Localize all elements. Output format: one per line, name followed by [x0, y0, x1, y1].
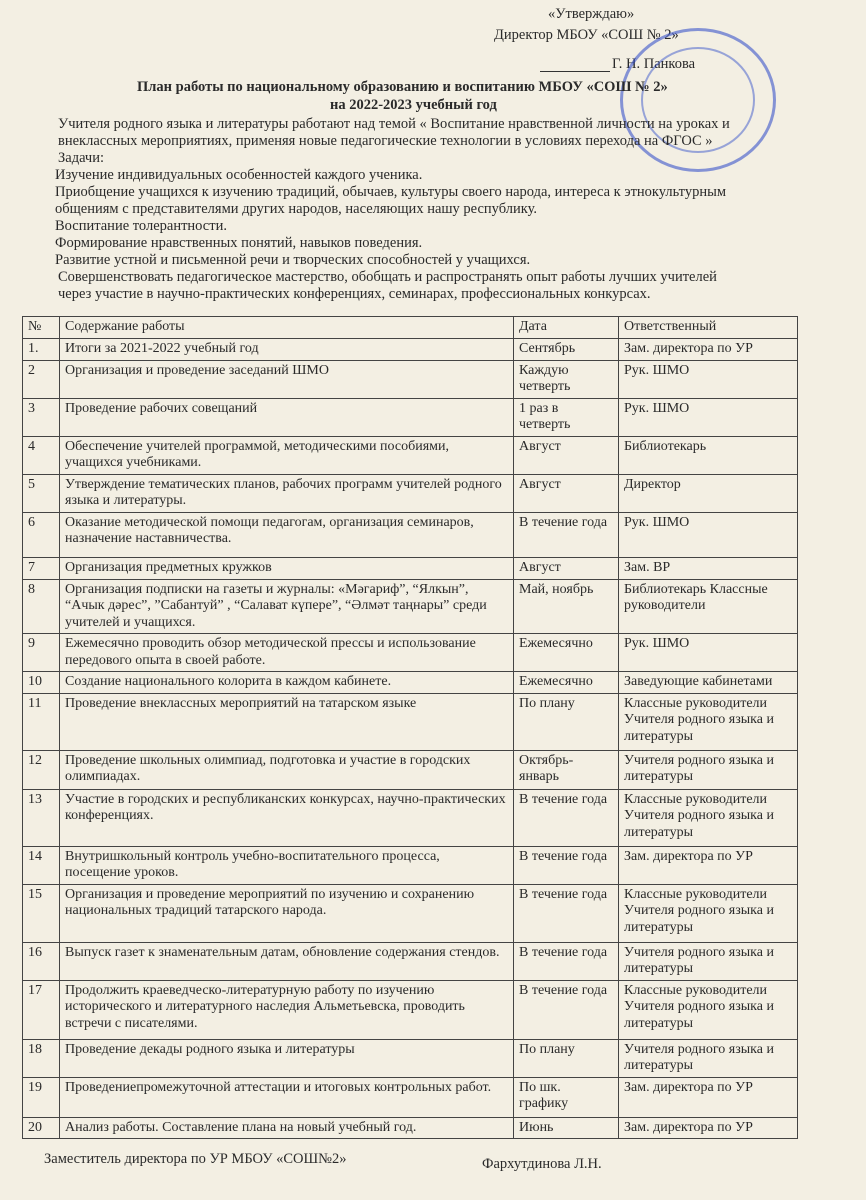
row-responsible: Учителя родного языка и литературы [619, 1039, 798, 1077]
table-row [23, 557, 798, 579]
row-date: В течение года [514, 789, 619, 846]
table-row [23, 789, 798, 846]
row-date: Июнь [514, 1117, 619, 1139]
row-number: 20 [23, 1117, 60, 1139]
row-responsible: Классные руководители Учителя родного языка и литературы [619, 980, 798, 1039]
table-row [23, 474, 798, 512]
row-content: Оказание методической помощи педагогам, организация семинаров, назначение наставничества. [60, 512, 514, 557]
table-row [23, 1077, 798, 1117]
row-number: 18 [23, 1039, 60, 1077]
header-number: № [23, 317, 60, 339]
header-responsible: Ответственный [619, 317, 798, 339]
row-date: Август [514, 436, 619, 474]
title-line-1: План работы по национальному образованию и воспитанию МБОУ «СОШ № 2» [137, 79, 668, 95]
intro-line: Формирование нравственных понятий, навыков поведения. [55, 235, 423, 251]
row-date: В течение года [514, 512, 619, 557]
row-responsible: Зам. директора по УР [619, 1117, 798, 1139]
row-number: 6 [23, 512, 60, 557]
row-responsible: Зам. директора по УР [619, 1077, 798, 1117]
row-responsible: Рук. ШМО [619, 512, 798, 557]
row-number: 8 [23, 579, 60, 634]
table-row [23, 693, 798, 750]
approval-line-3: Г. Н. Панкова [612, 56, 696, 72]
row-content: Организация предметных кружков [60, 557, 514, 579]
table-row [23, 512, 798, 557]
intro-line: Приобщение учащихся к изучению традиций, обычаев, культуры своего народа, интереса к этнокультурным [55, 184, 726, 200]
table-row [23, 338, 798, 360]
table-row [23, 942, 798, 980]
row-responsible: Зам. ВР [619, 557, 798, 579]
row-content: Внутришкольный контроль учебно-воспитательного процесса, посещение уроков. [60, 846, 514, 884]
approval-line-1: «Утверждаю» [548, 6, 635, 22]
row-date: В течение года [514, 884, 619, 942]
row-number: 9 [23, 634, 60, 672]
row-responsible: Классные руководители Учителя родного языка и литературы [619, 884, 798, 942]
row-content: Итоги за 2021-2022 учебный год [60, 338, 514, 360]
row-content: Создание национального колорита в каждом кабинете. [60, 672, 514, 694]
row-responsible: Зам. директора по УР [619, 338, 798, 360]
row-number: 14 [23, 846, 60, 884]
row-date: В течение года [514, 846, 619, 884]
intro-line: Задачи: [58, 150, 105, 166]
row-responsible: Рук. ШМО [619, 398, 798, 436]
row-date: 1 раз в четверть [514, 398, 619, 436]
row-date: Май, ноябрь [514, 579, 619, 634]
table-row [23, 398, 798, 436]
row-content: Проведение школьных олимпиад, подготовка и участие в городских олимпиадах. [60, 750, 514, 789]
row-content: Проведение рабочих совещаний [60, 398, 514, 436]
row-number: 7 [23, 557, 60, 579]
row-content: Выпуск газет к знаменательным датам, обновление содержания стендов. [60, 942, 514, 980]
table-row [23, 634, 798, 672]
row-content: Организация и проведение заседаний ШМО [60, 360, 514, 398]
row-number: 13 [23, 789, 60, 846]
header-content: Содержание работы [60, 317, 514, 339]
work-plan-table [22, 316, 798, 1139]
row-date: Каждую четверть [514, 360, 619, 398]
row-date: Август [514, 557, 619, 579]
table-row [23, 1039, 798, 1077]
row-number: 2 [23, 360, 60, 398]
row-number: 16 [23, 942, 60, 980]
row-date: Сентябрь [514, 338, 619, 360]
row-date: Ежемесячно [514, 634, 619, 672]
intro-line: Изучение индивидуальных особенностей каждого ученика. [55, 167, 423, 183]
row-responsible: Библиотекарь Классные руководители [619, 579, 798, 634]
row-date: По плану [514, 1039, 619, 1077]
intro-line: внеклассных мероприятиях, применяя новые педагогические технологии в условиях перехода на ФГОС » [58, 133, 713, 149]
table-row [23, 750, 798, 789]
table-row [23, 672, 798, 694]
row-number: 17 [23, 980, 60, 1039]
row-date: По плану [514, 693, 619, 750]
row-date: В течение года [514, 980, 619, 1039]
row-content: Организация и проведение мероприятий по изучению и сохранению национальных традиций татарского народа. [60, 884, 514, 942]
row-date: Август [514, 474, 619, 512]
table-row [23, 436, 798, 474]
intro-line: общениям с представителями других народов, населяющих нашу республику. [55, 201, 538, 217]
row-content: Продолжить краеведческо-литературную работу по изучению исторического и литературного наследия Альметьевска, проводить встречи с писателями. [60, 980, 514, 1039]
approval-line-2: Директор МБОУ «СОШ № 2» [494, 27, 679, 43]
intro-line: Развитие устной и письменной речи и творческих способностей у учащихся. [55, 252, 531, 268]
intro-line: Учителя родного языка и литературы работают над темой « Воспитание нравственной личности на уроках и [58, 116, 730, 132]
row-responsible: Библиотекарь [619, 436, 798, 474]
intro-line: через участие в научно-практических конференциях, семинарах, профессиональных конкурсах. [58, 286, 651, 302]
row-responsible: Учителя родного языка и литературы [619, 942, 798, 980]
row-content: Проведениепромежуточной аттестации и итоговых контрольных работ. [60, 1077, 514, 1117]
row-number: 15 [23, 884, 60, 942]
title-line-2: на 2022-2023 учебный год [330, 97, 497, 113]
row-responsible: Директор [619, 474, 798, 512]
row-responsible: Учителя родного языка и литературы [619, 750, 798, 789]
intro-line: Воспитание толерантности. [55, 218, 227, 234]
row-responsible: Заведующие кабинетами [619, 672, 798, 694]
row-number: 19 [23, 1077, 60, 1117]
row-responsible: Классные руководители Учителя родного языка и литературы [619, 789, 798, 846]
table-row [23, 1117, 798, 1139]
row-content: Проведение декады родного языка и литературы [60, 1039, 514, 1077]
row-date: По шк. графику [514, 1077, 619, 1117]
row-date: В течение года [514, 942, 619, 980]
row-responsible: Зам. директора по УР [619, 846, 798, 884]
row-content: Утверждение тематических планов, рабочих программ учителей родного языка и литературы. [60, 474, 514, 512]
table-row [23, 360, 798, 398]
row-content: Анализ работы. Составление плана на новый учебный год. [60, 1117, 514, 1139]
row-number: 11 [23, 693, 60, 750]
header-date: Дата [514, 317, 619, 339]
row-responsible: Рук. ШМО [619, 634, 798, 672]
row-content: Участие в городских и республиканских конкурсах, научно-практических конференциях. [60, 789, 514, 846]
row-number: 1. [23, 338, 60, 360]
row-responsible: Рук. ШМО [619, 360, 798, 398]
footer-name: Фархутдинова Л.Н. [482, 1156, 602, 1172]
intro-text [55, 116, 798, 303]
row-number: 10 [23, 672, 60, 694]
row-content: Ежемесячно проводить обзор методической прессы и использование передового опыта в своей работе. [60, 634, 514, 672]
table-header-row [23, 317, 798, 339]
table-row [23, 579, 798, 634]
row-content: Организация подписки на газеты и журналы: «Мәгариф”, “Ялкын”, “Ачык дәрес”, ”Сабантуй” , “Салават күпере”, “Әлмәт таңнары” среди учителей и учащихся. [60, 579, 514, 634]
row-number: 5 [23, 474, 60, 512]
row-number: 12 [23, 750, 60, 789]
row-date: Октябрь-январь [514, 750, 619, 789]
row-number: 4 [23, 436, 60, 474]
row-number: 3 [23, 398, 60, 436]
table-row [23, 846, 798, 884]
intro-line: Совершенствовать педагогическое мастерство, обобщать и распространять опыт работы лучших учителей [58, 269, 717, 285]
row-content: Обеспечение учителей программой, методическими пособиями, учащихся учебниками. [60, 436, 514, 474]
row-date: Ежемесячно [514, 672, 619, 694]
table-row [23, 884, 798, 942]
row-content: Проведение внеклассных мероприятий на татарском языке [60, 693, 514, 750]
footer-position: Заместитель директора по УР МБОУ «СОШ№2» [44, 1151, 347, 1167]
table-row [23, 980, 798, 1039]
signature-line [540, 71, 610, 72]
row-responsible: Классные руководители Учителя родного языка и литературы [619, 693, 798, 750]
